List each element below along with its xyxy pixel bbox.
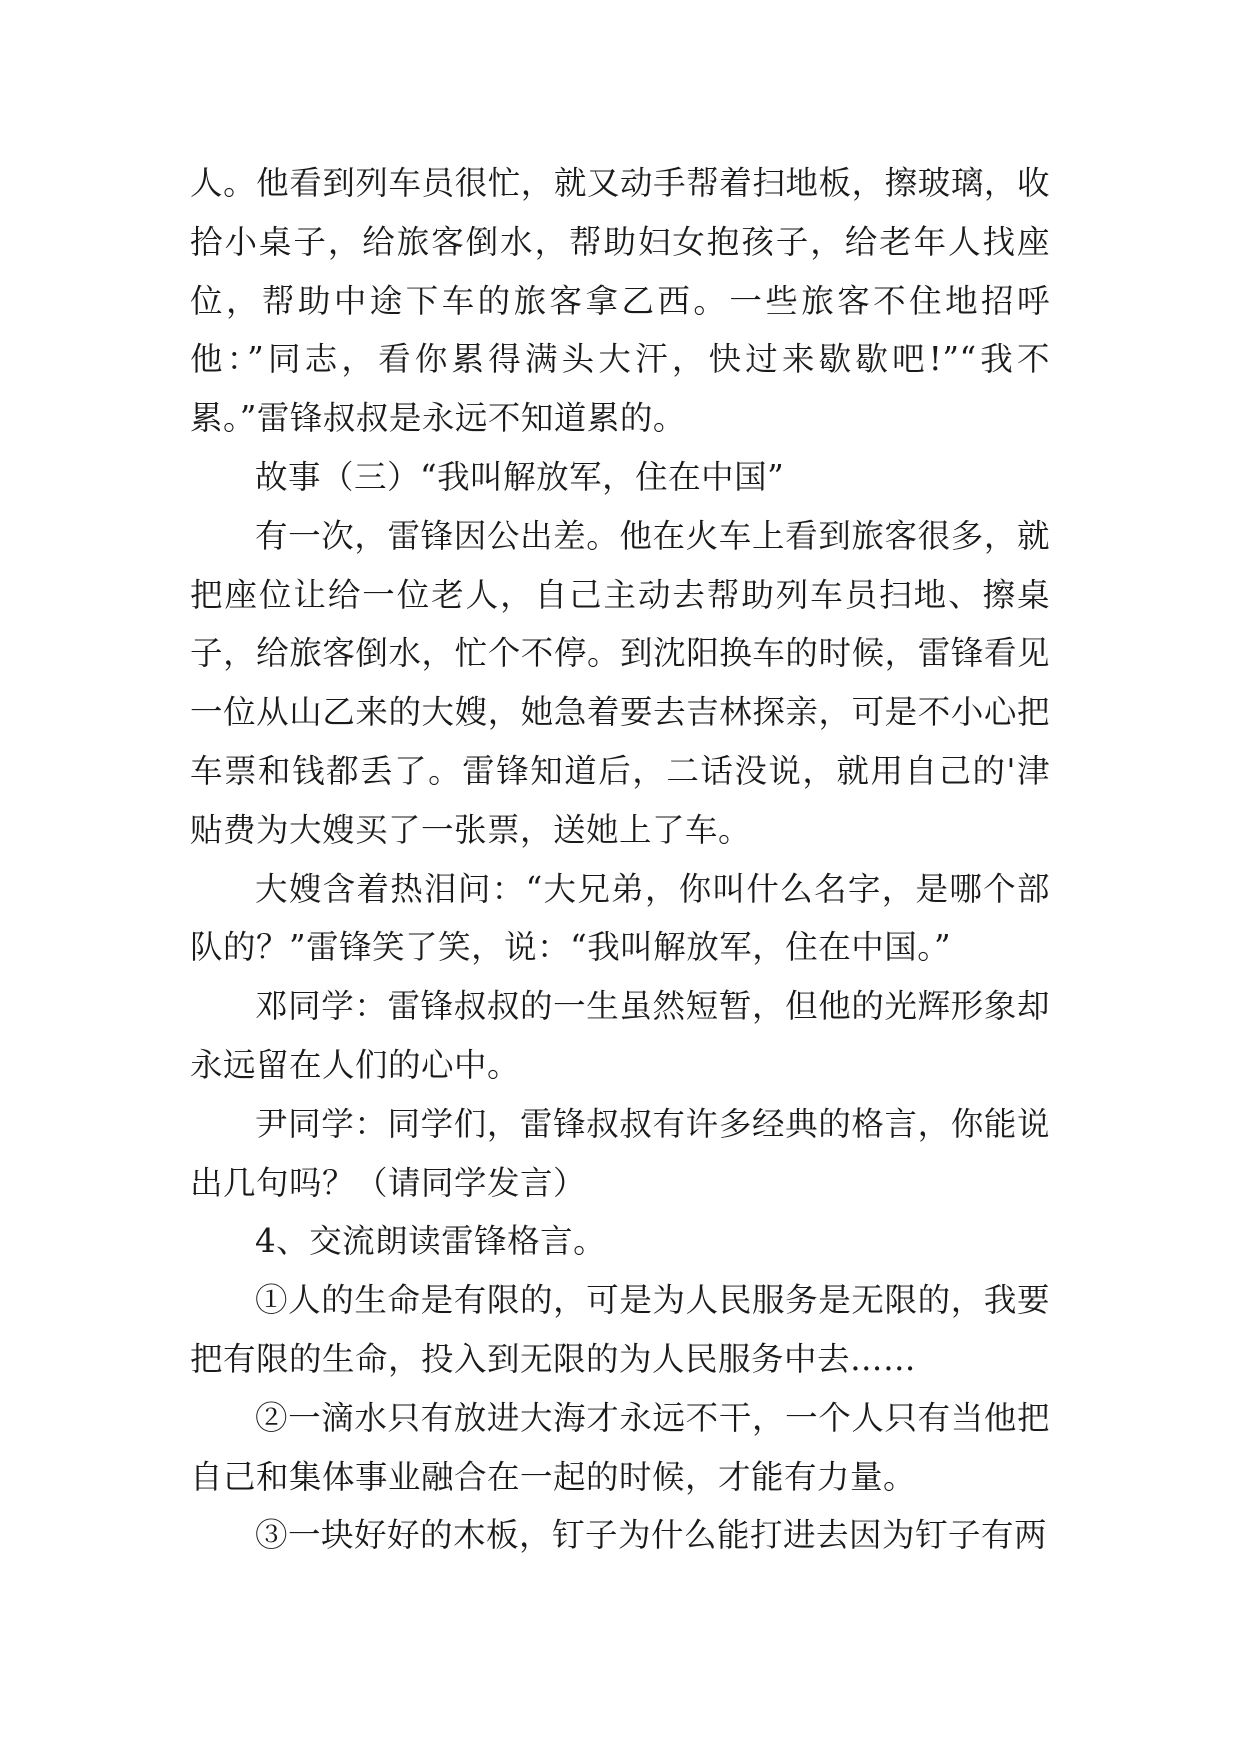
quote-item-3: ③一块好好的木板，钉子为什么能打进去因为钉子有两 (255, 1516, 1048, 1555)
section-heading-quotes: 4、交流朗读雷锋格言。 (255, 1222, 607, 1261)
quote-item-1: ①人的生命是有限的，可是为人民服务是无限的，我要把有限的生命，投入到无限的为人民服务中去…… (190, 1281, 1050, 1378)
paragraph-story-three: 有一次，雷锋因公出差。他在火车上看到旅客很多，就把座位让给一位老人，自己主动去帮助列车员扫地、擦桌子，给旅客倒水，忙个不停。到沈阳换车的时候，雷锋看见一位从山乙来的大嫂，她急着要去吉林探亲，可是不小心把车票和钱都丢了。雷锋知道后，二话没说，就用自己的'津贴费为大嫂买了一张票，送她上了车。 (190, 516, 1050, 849)
quote-item-2: ②一滴水只有放进大海才永远不干，一个人只有当他把自己和集体事业融合在一起的时候，才能有力量。 (190, 1398, 1050, 1496)
paragraph-dialogue: 大嫂含着热泪问：“大兄弟，你叫什么名字，是哪个部队的？”雷锋笑了笑，说：“我叫解放军，住在中国。” (190, 869, 1050, 967)
document-page (190, 154, 1050, 1565)
paragraph-deng-student: 邓同学：雷锋叔叔的一生虽然短暂，但他的光辉形象却永远留在人们的心中。 (190, 987, 1050, 1084)
paragraph-continuation: 人。他看到列车员很忙，就又动手帮着扫地板，擦玻璃，收拾小桌子，给旅客倒水，帮助妇女抱孩子，给老年人找座位，帮助中途下车的旅客拿乙西。一些旅客不住地招呼他：”同志，看你累得满头大汗，快过来歇歇吧!”“我不累。”雷锋叔叔是永远不知道累的。 (190, 164, 1050, 438)
paragraph-yin-student: 尹同学：同学们，雷锋叔叔有许多经典的格言，你能说出几句吗？（请同学发言） (190, 1104, 1050, 1202)
story-three-heading: 故事（三）“我叫解放军，住在中国” (255, 457, 785, 496)
